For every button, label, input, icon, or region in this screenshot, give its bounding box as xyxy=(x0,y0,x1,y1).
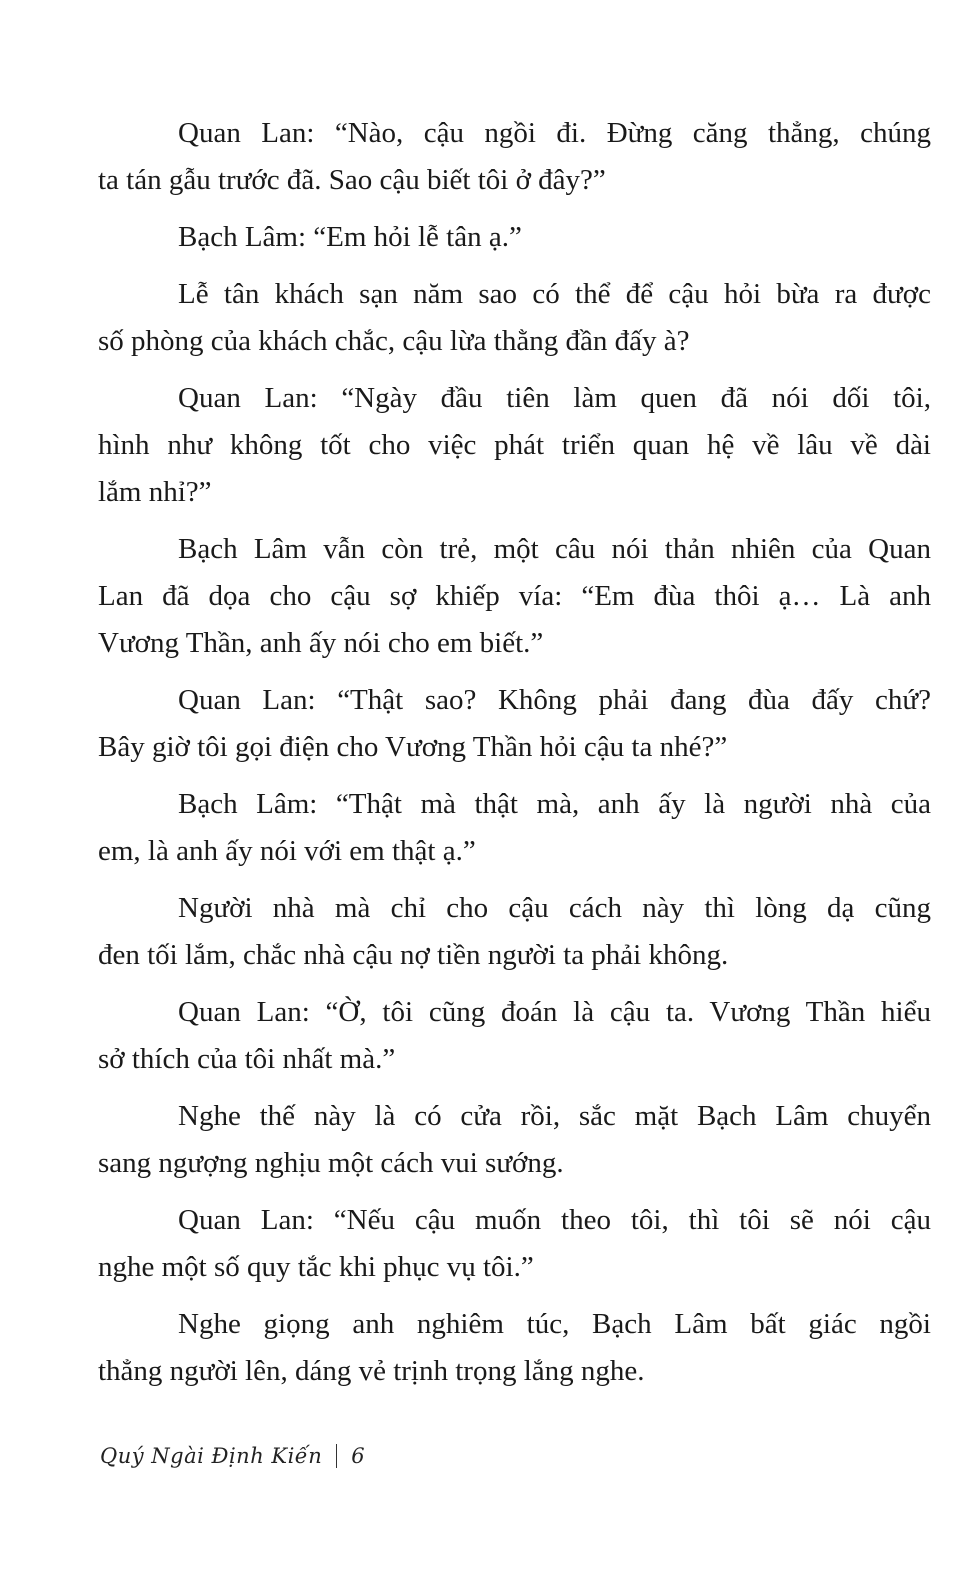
paragraph xyxy=(98,1197,931,1291)
footer-divider xyxy=(336,1444,337,1468)
paragraph xyxy=(98,781,931,875)
paragraph xyxy=(98,989,931,1083)
text-line: lắm nhỉ?” xyxy=(98,476,212,508)
text-line: đen tối lắm, chắc nhà cậu nợ tiền người ta phải không. xyxy=(98,939,729,971)
paragraph xyxy=(98,677,931,771)
text-line: Bạch Lâm: “Em hỏi lễ tân ạ.” xyxy=(178,221,522,253)
text-line: Bạch Lâm: “Thật mà thật mà, anh ấy là người nhà của xyxy=(178,788,931,820)
paragraph xyxy=(98,526,931,667)
book-title: Quý Ngài Định Kiến xyxy=(100,1444,323,1468)
text-line: Quan Lan: “Nếu cậu muốn theo tôi, thì tôi sẽ nói cậu xyxy=(178,1204,931,1236)
text-line: Lễ tân khách sạn năm sao có thể để cậu hỏi bừa ra được xyxy=(178,278,931,310)
paragraph xyxy=(98,110,931,204)
text-line: số phòng của khách chắc, cậu lừa thằng đần đấy à? xyxy=(98,325,690,357)
text-line: Bạch Lâm vẫn còn trẻ, một câu nói thản nhiên của Quan xyxy=(178,533,931,565)
page-number: 6 xyxy=(351,1444,366,1468)
paragraph xyxy=(98,1093,931,1187)
paragraph xyxy=(98,375,931,516)
text-line: sang ngượng nghịu một cách vui sướng. xyxy=(98,1147,564,1179)
text-line: Vương Thần, anh ấy nói cho em biết.” xyxy=(98,627,544,659)
text-line: thẳng người lên, dáng vẻ trịnh trọng lắng nghe. xyxy=(98,1355,645,1387)
page-footer xyxy=(100,1444,365,1468)
paragraph xyxy=(98,885,931,979)
text-line: hình như không tốt cho việc phát triển quan hệ về lâu về dài xyxy=(98,429,931,461)
text-line: Quan Lan: “Nào, cậu ngồi đi. Đừng căng thẳng, chúng xyxy=(178,117,931,149)
text-line: Bây giờ tôi gọi điện cho Vương Thần hỏi cậu ta nhé?” xyxy=(98,731,728,763)
text-line: nghe một số quy tắc khi phục vụ tôi.” xyxy=(98,1251,534,1283)
text-line: Quan Lan: “Thật sao? Không phải đang đùa đấy chứ? xyxy=(178,684,931,716)
text-line: Quan Lan: “Ờ, tôi cũng đoán là cậu ta. Vương Thần hiểu xyxy=(178,996,931,1028)
text-line: Nghe giọng anh nghiêm túc, Bạch Lâm bất giác ngồi xyxy=(178,1308,931,1340)
text-line: Quan Lan: “Ngày đầu tiên làm quen đã nói dối tôi, xyxy=(178,382,931,414)
text-line: sở thích của tôi nhất mà.” xyxy=(98,1043,396,1075)
text-line: Nghe thế này là có cửa rồi, sắc mặt Bạch Lâm chuyển xyxy=(178,1100,931,1132)
text-line: Người nhà mà chỉ cho cậu cách này thì lòng dạ cũng xyxy=(178,892,931,924)
text-line: em, là anh ấy nói với em thật ạ.” xyxy=(98,835,476,867)
paragraph xyxy=(98,271,931,365)
page-body xyxy=(98,110,931,1405)
paragraph xyxy=(98,214,931,261)
paragraph xyxy=(98,1301,931,1395)
text-line: Lan đã dọa cho cậu sợ khiếp vía: “Em đùa thôi ạ… Là anh xyxy=(98,580,931,612)
text-line: ta tán gẫu trước đã. Sao cậu biết tôi ở đây?” xyxy=(98,164,606,196)
